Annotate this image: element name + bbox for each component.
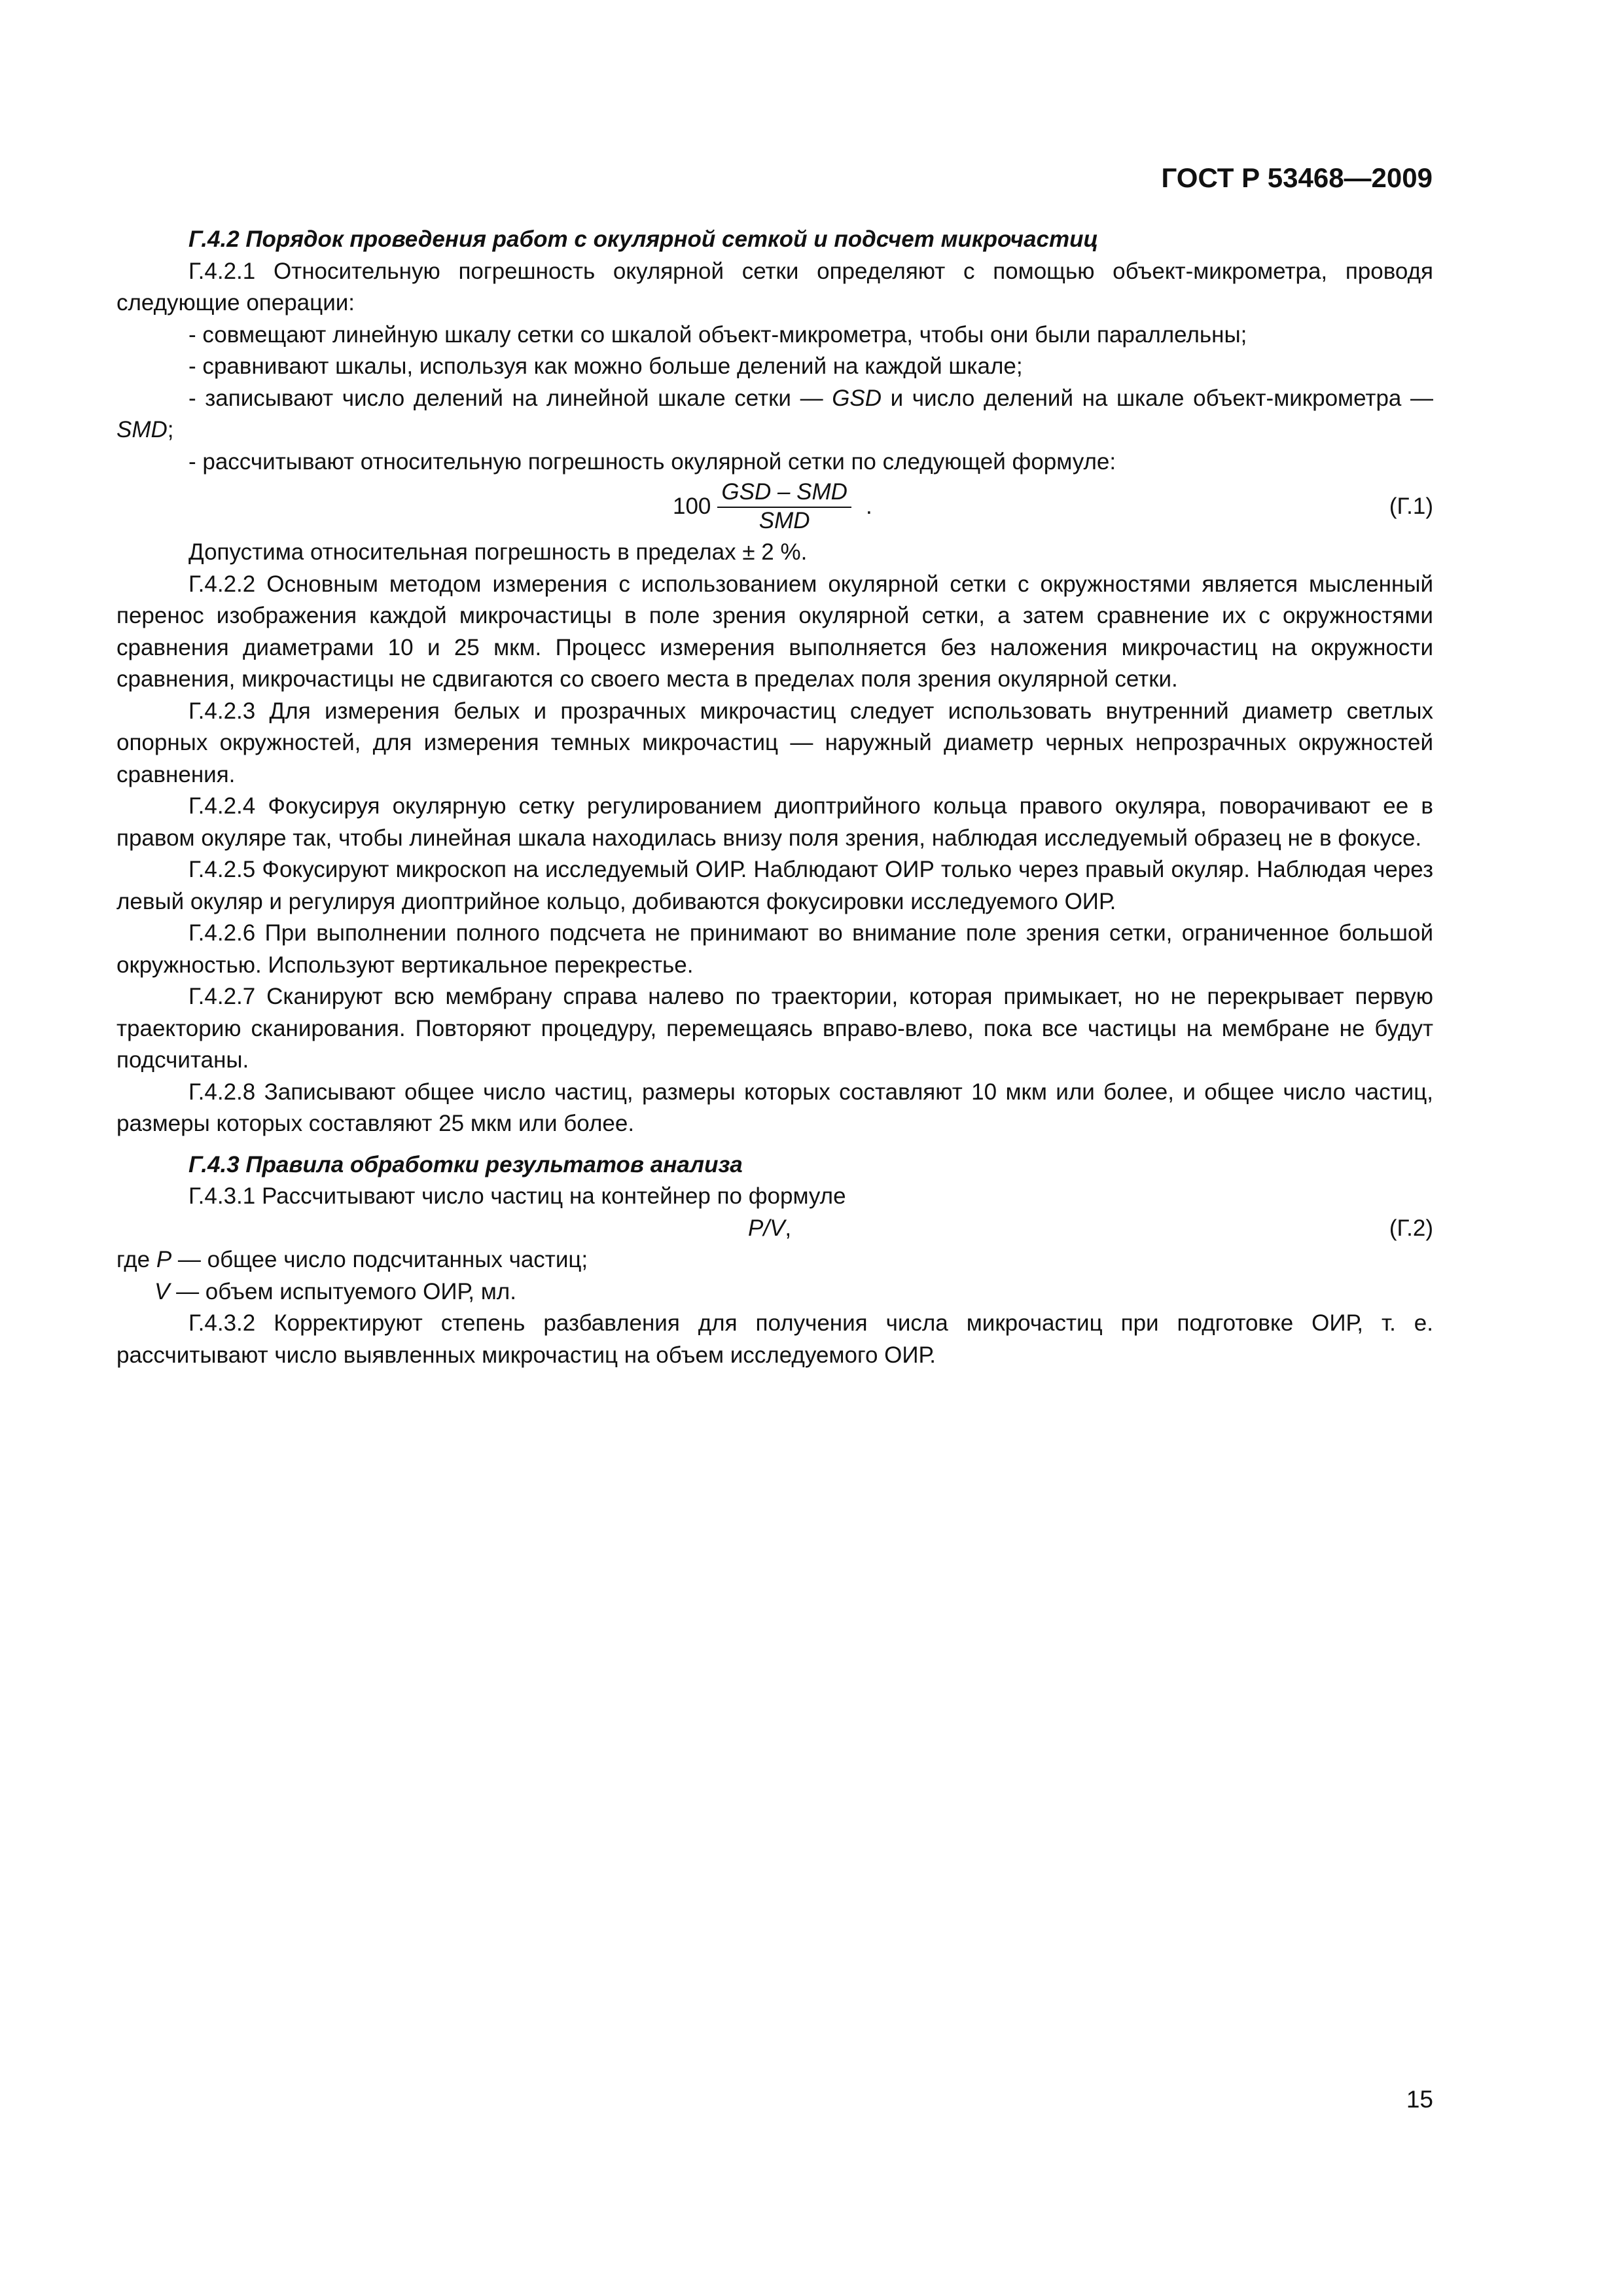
gsd-symbol: GSD xyxy=(832,385,882,411)
formula-number-g1: (Г.1) xyxy=(1389,493,1433,519)
formula-g1 xyxy=(116,479,1433,534)
formula-g2 xyxy=(116,1213,1433,1245)
where-p-desc: — общее число подсчитанных частиц; xyxy=(171,1247,588,1272)
page-content xyxy=(116,224,1433,1371)
section-heading-g42: Г.4.2 Порядок проведения работ с окулярной сеткой и подсчет микрочастиц xyxy=(188,226,1099,252)
paragraph-g423: Г.4.2.3 Для измерения белых и прозрачных микрочастиц следует использовать внутренний диаметр светлых опорных окружностей, для измерения темных микрочастиц — наружный диаметр черных непрозрачных окружностей сравнения. xyxy=(116,698,1433,787)
where-line-p xyxy=(116,1244,1433,1276)
where-line-v xyxy=(116,1276,1433,1308)
formula-tail: . xyxy=(865,493,872,519)
list-item-3-text-b: и число делений на шкале объект-микрометра — xyxy=(882,385,1433,411)
paragraph-g432: Г.4.3.2 Корректируют степень разбавления для получения числа микрочастиц при подготовке ОИР, т. е. рассчитывают число выявленных микрочастиц на объем исследуемого ОИР. xyxy=(116,1310,1433,1368)
list-item-2: - сравнивают шкалы, используя как можно больше делений на каждой шкале; xyxy=(188,353,1023,379)
list-item-3-text-c: ; xyxy=(167,417,174,442)
formula-g2-tail: , xyxy=(785,1215,792,1241)
where-word: где xyxy=(116,1247,156,1272)
paragraph-g428: Г.4.2.8 Записывают общее число частиц, размеры которых составляют 10 мкм или более, и общее число частиц, размеры которых составляют 25 мкм или более. xyxy=(116,1079,1433,1136)
fraction-denominator: SMD xyxy=(758,508,810,533)
paragraph-g421: Г.4.2.1 Относительную погрешность окулярной сетки определяют с помощью объект-микрометра, проводя следующие операции: xyxy=(116,258,1433,315)
fraction-numerator: GSD – SMD xyxy=(717,479,851,508)
list-item-3 xyxy=(116,383,1433,446)
standard-code: ГОСТ Р 53468—2009 xyxy=(1161,162,1433,193)
formula-g2-expr: P/V xyxy=(748,1215,785,1241)
formula-fraction xyxy=(717,479,851,534)
formula-number-g2: (Г.2) xyxy=(1389,1215,1433,1241)
paragraph-g427: Г.4.2.7 Сканируют всю мембрану справа налево по траектории, которая примыкает, но не перекрывает первую траекторию сканирования. Повторяют процедуру, перемещаясь вправо-влево, пока все частицы на мембране не будут подсчитаны. xyxy=(116,984,1433,1073)
section-heading-g43: Г.4.3 Правила обработки результатов анализа xyxy=(188,1151,743,1177)
formula-g1-expression xyxy=(673,479,872,534)
paragraph-g426: Г.4.2.6 При выполнении полного подсчета не принимают во внимание поле зрения сетки, ограниченное большой окружностью. Используют вертикальное перекрестье. xyxy=(116,920,1433,978)
paragraph-g422: Г.4.2.2 Основным методом измерения с использованием окулярной сетки с окружностями является мысленный перенос изображения каждой микрочастицы в поле зрения окулярной сетки, а затем сравнение их с окружностями сравнения диаметрами 10 и 25 мкм. Процесс измерения выполняется без наложения микрочастиц на окружности сравнения, микрочастицы не сдвигаются со своего места в пределах поля зрения окулярной сетки. xyxy=(116,571,1433,692)
list-item-4: - рассчитывают относительную погрешность окулярной сетки по следующей формуле: xyxy=(188,448,1116,475)
formula-g2-expression xyxy=(748,1213,791,1245)
where-v-desc: — объем испытуемого ОИР, мл. xyxy=(169,1278,516,1304)
paragraph-g431: Г.4.3.1 Рассчитывают число частиц на контейнер по формуле xyxy=(188,1183,846,1209)
page-number: 15 xyxy=(1406,2086,1433,2113)
smd-symbol: SMD xyxy=(116,417,168,442)
paragraph-g424: Г.4.2.4 Фокусируя окулярную сетку регулированием диоптрийного кольца правого окуляра, поворачивают ее в правом окуляре так, чтобы линейная шкала находилась внизу поля зрения, наблюдая исследуемый образец не в фокусе. xyxy=(116,793,1433,851)
paragraph-g425: Г.4.2.5 Фокусируют микроскоп на исследуемый ОИР. Наблюдают ОИР только через правый окуляр. Наблюдая через левый окуляр и регулируя диоптрийное кольцо, добиваются фокусировки исследуемого ОИР. xyxy=(116,857,1433,914)
tolerance-text: Допустима относительная погрешность в пределах ± 2 %. xyxy=(188,539,808,565)
var-p: P xyxy=(156,1247,172,1272)
list-item-3-text-a: - записывают число делений на линейной шкале сетки — xyxy=(188,385,832,411)
list-item-1: - совмещают линейную шкалу сетки со шкалой объект-микрометра, чтобы они были параллельны; xyxy=(188,321,1247,348)
formula-coefficient: 100 xyxy=(673,493,711,519)
var-v: V xyxy=(154,1278,170,1304)
